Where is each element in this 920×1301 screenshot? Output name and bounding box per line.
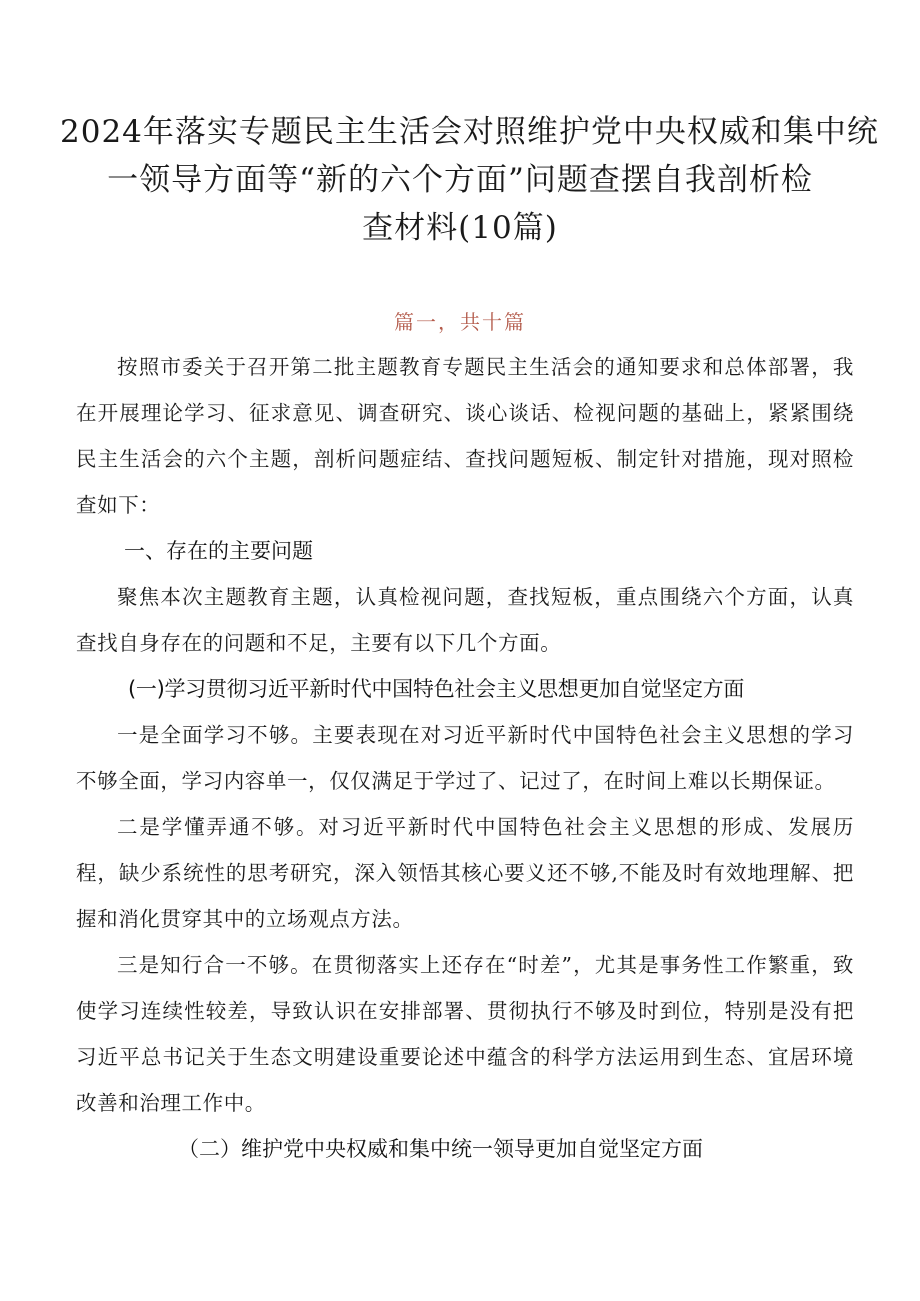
title-line-2: 一领导方面等“新的六个方面”问题查摆自我剖析检 [107, 162, 813, 198]
section-heading-1: 一、存在的主要问题 [124, 539, 313, 563]
subsection-heading-2: （二）维护党中央权威和集中统一领导更加自觉坚定方面 [178, 1137, 703, 1161]
point-paragraph-3: 三是知行合一不够。在贯彻落实上还存在“时差”，尤其是事务性工作繁重，致使学习连续性较差，导致认识在安排部署、贯彻执行不够及时到位，特别是没有把习近平总书记关于生态文明建设重要论述中蕴含的科学方法运用到生态、宜居环境改善和治理工作中。 [76, 953, 854, 1115]
point-paragraph-1: 一是全面学习不够。主要表现在对习近平新时代中国特色社会主义思想的学习不够全面，学习内容单一，仅仅满足于学过了、记过了，在时间上难以长期保证。 [76, 723, 854, 793]
section1-paragraph: 聚焦本次主题教育主题，认真检视问题，查找短板，重点围绕六个方面，认真查找自身存在的问题和不足，主要有以下几个方面。 [76, 585, 854, 655]
title-line-3: 查材料(10篇) [362, 210, 558, 246]
document-body [76, 344, 854, 1172]
title-line-1: 2024年落实专题民主生活会对照维护党中央权威和集中统 [60, 114, 879, 150]
point-paragraph-2: 二是学懂弄通不够。对习近平新时代中国特色社会主义思想的形成、发展历程，缺少系统性的思考研究，深入领悟其核心要义还不够,不能及时有效地理解、把握和消化贯穿其中的立场观点方法。 [76, 815, 854, 931]
intro-paragraph: 按照市委关于召开第二批主题教育专题民主生活会的通知要求和总体部署，我在开展理论学习、征求意见、调查研究、谈心谈话、检视问题的基础上，紧紧围绕民主生活会的六个主题，剖析问题症结、查找问题短板、制定针对措施，现对照检查如下： [76, 355, 854, 517]
document-title [60, 108, 879, 252]
article-number: 篇一，共十篇 [394, 310, 526, 334]
subsection-heading-1: (一)学习贯彻习近平新时代中国特色社会主义思想更加自觉坚定方面 [128, 677, 745, 701]
